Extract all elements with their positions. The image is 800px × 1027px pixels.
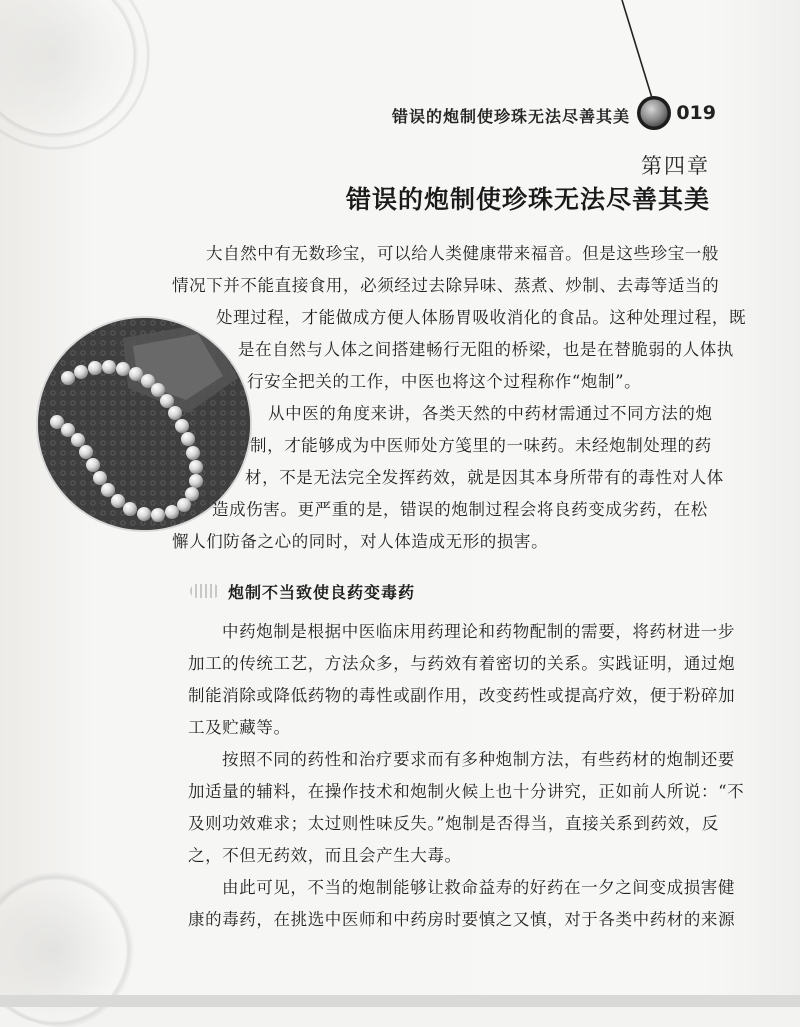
- pearl-necklace-illustration: [38, 318, 250, 530]
- page-bottom-edge: [0, 995, 800, 1007]
- section-line-4: 工及贮藏等。: [188, 718, 291, 737]
- section-line-10: 康的毒药，在挑选中医师和中药房时要慎之又慎，对于各类中药材的来源: [188, 910, 736, 929]
- intro-line-4: 是在自然与人体之间搭建畅行无阻的桥梁，也是在替脆弱的人体执: [238, 340, 734, 359]
- intro-line-2: 情况下并不能直接食用，必须经过去除异味、蒸煮、炒制、去毒等适当的: [172, 276, 720, 295]
- header-ball-icon: [641, 100, 668, 127]
- intro-line-8: 材，不是无法完全发挥药效，就是因其本身所带有的毒性对人体: [245, 468, 724, 487]
- intro-line-5: 行安全把关的工作，中医也将这个过程称作“炮制”。: [247, 372, 642, 391]
- chapter-number: 第四章: [641, 154, 710, 178]
- section-line-5: 按照不同的药性和治疗要求而有多种炮制方法，有些药材的炮制还要: [222, 750, 735, 769]
- page-number: 019: [676, 102, 716, 124]
- intro-line-7: 制，才能够成为中医师处方笺里的一味药。未经炮制处理的药: [250, 436, 712, 455]
- section-line-7: 及则功效难求；太过则性味反失。”炮制是否得当，直接关系到药效，反: [188, 814, 719, 833]
- header-pointer-line: [622, 0, 652, 98]
- section-heading-text: 炮制不当致使良药变毒药: [228, 582, 416, 602]
- section-line-3: 制能消除或降低药物的毒性或副作用，改变药性或提高疗效，便于粉碎加: [188, 686, 736, 705]
- section-line-1: 中药炮制是根据中医临床用药理论和药物配制的需要，将药材进一步: [222, 622, 735, 641]
- section-line-8: 之，不但无药效，而且会产生大毒。: [188, 846, 462, 865]
- intro-line-6: 从中医的角度来讲，各类天然的中药材需通过不同方法的炮: [268, 404, 713, 423]
- section-line-6: 加适量的辅料，在操作技术和炮制火候上也十分讲究，正如前人所说：“不: [188, 782, 745, 801]
- intro-line-10: 懈人们防备之心的同时，对人体造成无形的损害。: [172, 532, 549, 551]
- pearl-necklace-photo: [38, 318, 250, 530]
- heading-ornament-icon: [190, 584, 220, 598]
- intro-line-9: 造成伤害。更严重的是，错误的炮制过程会将良药变成劣药，在松: [212, 500, 708, 519]
- running-head-title: 错误的炮制使珍珠无法尽善其美: [391, 107, 630, 126]
- intro-line-3: 处理过程，才能做成方便人体肠胃吸收消化的食品。这种处理过程，既: [216, 308, 747, 327]
- section-line-2: 加工的传统工艺，方法众多，与药效有着密切的关系。实践证明，通过炮: [188, 654, 736, 673]
- chapter-title: 错误的炮制使珍珠无法尽善其美: [345, 185, 710, 214]
- intro-line-1: 大自然中有无数珍宝，可以给人类健康带来福音。但是这些珍宝一般: [206, 244, 719, 263]
- section-heading: [190, 580, 415, 602]
- section-line-9: 由此可见，不当的炮制能够让救命益寿的好药在一夕之间变成损害健: [222, 878, 735, 897]
